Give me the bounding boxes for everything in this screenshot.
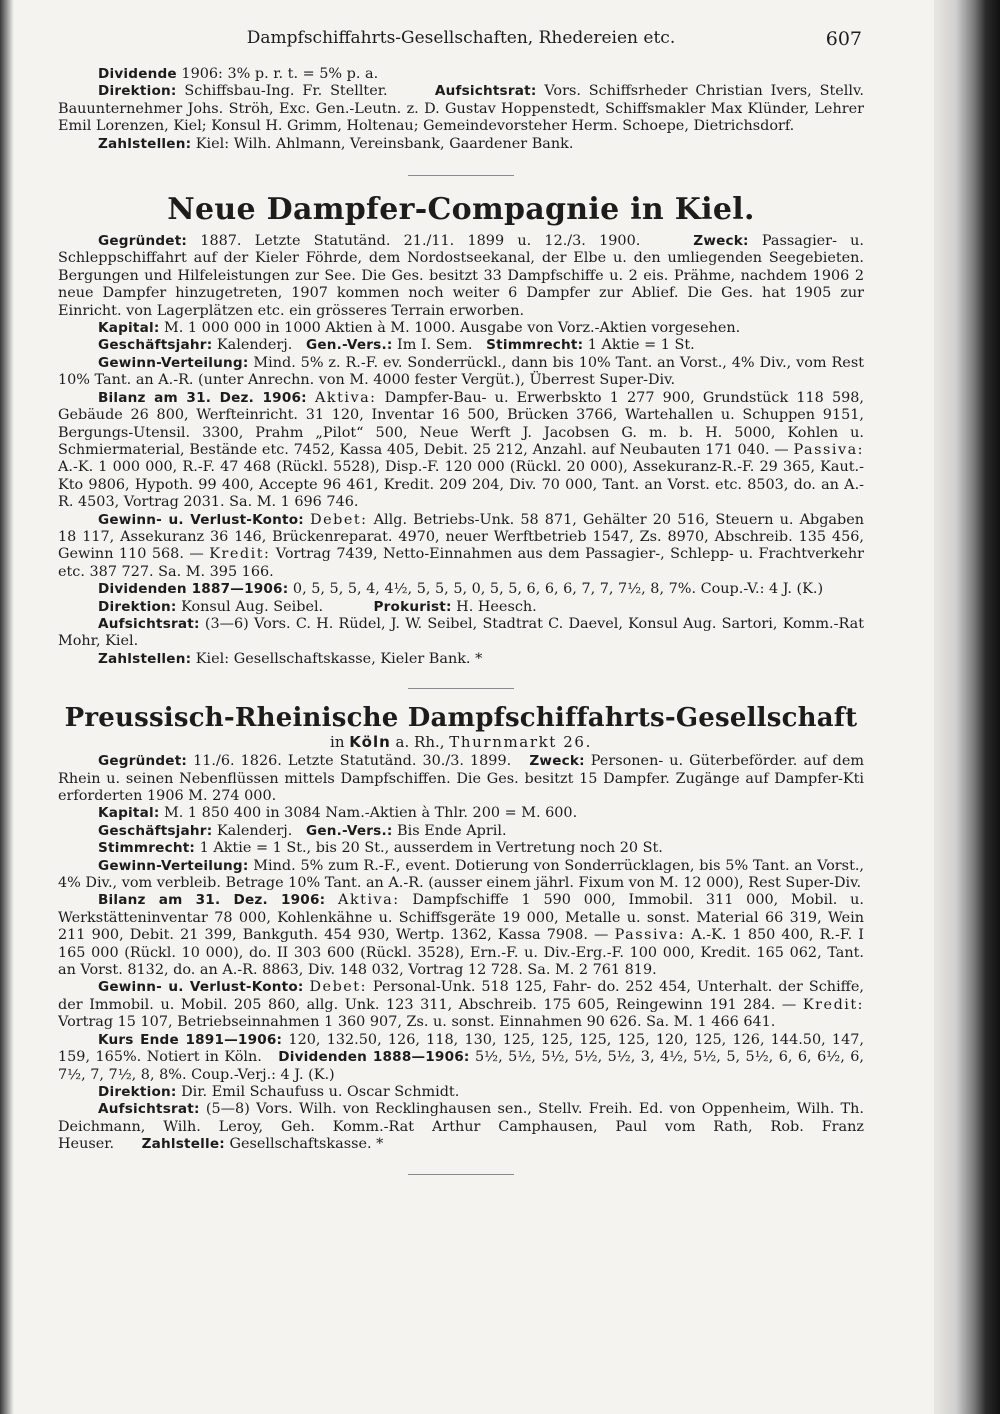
entry-continuation [58,66,864,153]
gegruendet-zweck-para [58,233,864,320]
label: Zweck: [529,753,585,770]
label: Gewinn- u. Verlust-Konto: [98,511,304,528]
value: 1 Aktie = 1 St., bis 20 St., ausserdem in Vertretung noch 20 St. [195,840,663,857]
value: (3—6) Vors. C. H. Rüdel, J. W. Seibel, Stadtrat C. Daevel, Konsul Aug. Sartori, Komm.-Rat Mohr, Kiel. [58,615,864,650]
label: Direktion: [98,83,177,100]
value: Kiel: Wilh. Ahlmann, Vereinsbank, Gaardener Bank. [191,135,574,152]
value: 1887. Letzte Statutänd. 21./11. 1899 u. 12./3. 1900. [187,233,641,250]
value: Kalenderj. [212,337,293,354]
value: Bis Ende April. [392,822,507,839]
label: Zweck: [693,233,749,250]
value: 0, 5, 5, 5, 4, 4½, 5, 5, 5, 0, 5, 5, 6, 6, 6, 7, 7, 7½, 8, 7%. Coup.-V.: 4 J. (K.) [288,581,824,598]
stimmrecht-line [58,840,864,857]
value: Vortrag 15 107, Betriebseinnahmen 1 360 907, Zs. u. sonst. Einnahmen 90 626. Sa. M. 1 466 641. [58,1014,776,1031]
section-divider [408,1174,514,1175]
value: Mind. 5% z. R.-F. ev. Sonderrückl., dann bis 10% Tant. an Vorst., 4% Div., vom Rest 10% Tant. an A.-R. (unter Anrechn. von M. 4000 fester Vergüt.), Überrest Super-Div. [58,354,864,389]
zahlstellen-line [58,651,864,668]
company-location [58,733,864,751]
value: Kalenderj. [212,822,293,839]
value: H. Heesch. [451,598,537,615]
value: 5½, 5½, 5½, 5½, 5½, 3, 4½, 5½, 5, 5½, 6, 6, 6½, 6, 7½, 7, 7½, 8, 8%. Coup.-Verj.: 4 J. (K.) [58,1049,864,1083]
label: Direktion: [98,598,177,615]
company-entry-preussisch [58,753,864,1153]
page-binding-shadow-left [0,0,14,1414]
value: M. 1 000 000 in 1000 Aktien à M. 1000. Ausgabe von Vorz.-Aktien vorgesehen. [159,320,741,337]
label: Gegründet: [98,233,188,250]
label: Kapital: [98,805,160,822]
section-divider [408,175,514,176]
value: A.-K. 1 000 000, R.-F. 47 468 (Rückl. 5528), Disp.-F. 120 000 (Rückl. 20 000), Assekuranz-R.-F. 29 365, Kaut.-Kto 9806, Hypoth. 99 400, Accepte 96 461, Kredit. 209 204, Div. 70 000, Tant. an Vorst. etc. 8503, do. an A.-R. 4503, Vortrag 2031. Sa. M. 1 696 746. [58,459,864,511]
kapital-line [58,320,864,337]
value: Vortrag 7439, Netto-Einnahmen aus dem Passagier-, Schlepp- u. Frachtverkehr etc. 387 727. Sa. M. 395 166. [58,546,864,580]
label: Zahlstellen: [98,135,192,152]
label: Gen.-Vers.: [306,337,393,354]
label: Zahlstelle: [141,1136,225,1153]
kurs-dividenden-para [58,1032,864,1084]
value: Dir. Emil Schaufuss u. Oscar Schmidt. [176,1083,460,1100]
label: Gewinn-Verteilung: [98,354,249,371]
label: Gewinn-Verteilung: [98,857,249,874]
running-head [58,28,864,54]
location-city: Köln [349,733,391,752]
value: 1 Aktie = 1 St. [583,337,695,354]
passiva-label: Passiva: [614,927,686,944]
value: Dampfschiffe 1 590 000, Immobil. 311 000, Mobil. u. Werkstätteninventar 78 000, Kohlenkähne u. Schiffsgeräte 19 000, Metalle u. sonst. Material 66 319, Wein 211 900, Debit. 21 399, Bankguth. 454 930, Wertp. 1362, Kassa 7908. — [58,892,864,944]
label: Geschäftsjahr: [98,337,213,354]
value: (5—8) Vors. Wilh. von Recklinghausen sen., Stellv. Freih. Ed. von Oppenheim, Wilh. Th. Deichmann, Wilh. Leroy, Geh. Komm.-Rat Arthur Camphausen, Paul vom Rath, Rob. Franz Heuser. [58,1101,864,1153]
page-number: 607 [825,28,862,50]
location-prefix: in [330,733,350,752]
bilanz-para [58,390,864,512]
running-head-title: Dampfschiffahrts-Gesellschaften, Rhedereien etc. [246,28,676,48]
company-heading: Preussisch-Rheinische Dampfschiffahrts-Gesellschaft [64,703,858,734]
kredit-label: Kredit: [802,996,865,1013]
gewinn-verteilung-para [58,858,864,893]
label: Dividende [98,66,177,82]
debet-label: Debet: [309,979,367,996]
label: Bilanz am 31. Dez. 1906: [98,389,307,406]
value: Kiel: Gesellschaftskasse, Kieler Bank. * [191,650,483,667]
value: Konsul Aug. Seibel. [176,598,324,615]
value: M. 1 850 400 in 3084 Nam.-Aktien à Thlr. 200 = M. 600. [159,805,578,822]
label: Gewinn- u. Verlust-Konto: [98,979,304,996]
value: 1906: 3% p. r. t. = 5% p. a. [176,66,379,82]
label: Geschäftsjahr: [98,822,213,839]
label: Zahlstellen: [98,650,192,667]
label: Dividenden 1887—1906: [98,581,289,598]
direktion-aufsichtsrat-para [58,83,864,135]
direktion-prokurist-line [58,599,864,616]
aktiva-label: Aktiva: [338,892,400,909]
company-heading: Neue Dampfer-Compagnie in Kiel. [167,192,755,228]
gewinn-verteilung-para [58,355,864,390]
gegruendet-zweck-para [58,753,864,805]
label: Stimmrecht: [98,840,196,857]
section-divider [408,688,514,689]
value: Passagier- u. Schleppschiffahrt auf der Kieler Föhrde, dem Nordostseekanal, der Elbe u. den umliegenden Seegebieten. Bergungen und Hilfeleistungen zur See. Die Ges. besitzt 33 Dampfschiffe u. 2 eis. Prähme, nachdem 1906 2 neue Dampfer hinzugetreten, 1907 kommen noch weiter 6 Dampfer zur Ablief. Die Ges. hat 1905 zur Einricht. von Lagerplätzen etc. ein grösseres Terrain erworben. [58,233,865,319]
value: Allg. Betriebs-Unk. 58 871, Gehälter 20 516, Steuern u. Abgaben 18 117, Assekuranz 36 146, Brückenreparat. 4970, neuer Werftbetrieb 1547, Zs. 8970, Abschreib. 135 456, Gewinn 110 568. — [58,511,865,563]
label: Dividenden 1888—1906: [278,1049,470,1066]
value: 120, 132.50, 126, 118, 130, 125, 125, 125, 125, 120, 125, 126, 144.50, 147, 159, 165%. Notiert in Köln. [58,1031,864,1066]
gewinn-verlust-para [58,512,864,582]
location-mid: a. Rh., [390,733,450,752]
label: Gegründet: [98,753,188,770]
value: Gesellschaftskasse. * [224,1136,384,1153]
value: Im I. Sem. [392,337,473,354]
geschaeftsjahr-line [58,823,864,840]
value: Personen- u. Güterbeförder. auf dem Rhein u. seinen Nebenflüssen mittels Dampfschiffen. Die Ges. besitzt 15 Dampfer. Zugänge auf Dampfer-Kti erforderten 1906 M. 274 000. [58,753,864,804]
aktiva-label: Aktiva: [314,389,377,406]
dividenden-para [58,581,864,598]
label: Aufsichtsrat: [434,83,537,100]
label: Aufsichtsrat: [98,615,200,632]
value: 11./6. 1826. Letzte Statutänd. 30./3. 1899. [187,753,512,770]
value: A.-K. 1 850 400, R.-F. I 165 000 (Rückl. 10 000), do. II 303 600 (Rückl. 3528), Ern.-F. u. Div.-Erg.-F. 100 000, Kredit. 165 062, Tant. an Vorst. 8132, do. an A.-R. 8863, Div. 148 032, Vortrag 12 728. Sa. M. 2 761 819. [58,927,864,979]
passiva-label: Passiva: [793,441,864,458]
label: Aufsichtsrat: [98,1101,200,1118]
label: Stimmrecht: [486,337,584,354]
label: Prokurist: [373,598,452,615]
value: Vors. Schiffsrheder Christian Ivers, Stellv. Bauunternehmer Johs. Ströh, Exc. Gen.-Leutn. z. D. Gustav Hoppenstedt, Schiffsmakler Max Klünder, Lehrer Emil Lorenzen, Kiel; Konsul H. Grimm, Holtenau; Gemeindevorsteher Herm. Schoepe, Dietrichsdorf. [58,83,864,135]
label: Kurs Ende 1891—1906: [98,1031,283,1048]
page-binding-shadow-right [934,0,1000,1414]
gewinn-verlust-para [58,979,864,1031]
geschaeftsjahr-line [58,337,864,354]
value: Dampfer-Bau- u. Erwerbskto 1 277 900, Grundstück 118 598, Gebäude 26 800, Werfteinricht. 31 120, Inventar 16 500, Brücken 3766, Wartehallen u. Schuppen 9151, Bergungs-Utensil. 3300, Prahm „Pilot“ 500, Neue Werft J. Jacobsen G. m. b. H. 5000, Kohlen u. Schmiermaterial, Bestände etc. 7452, Kassa 405, Debit. 25 212, Anzahl. auf Neubauten 171 040. — [58,389,864,458]
value: Schiffsbau-Ing. Fr. Stellter. [176,83,388,100]
aufsichtsrat-para [58,616,864,651]
company-entry-neue [58,233,864,668]
label: Bilanz am 31. Dez. 1906: [98,892,326,909]
kapital-line [58,805,864,822]
label: Direktion: [98,1083,177,1100]
value: Mind. 5% zum R.-F., event. Dotierung von Sonderrücklagen, bis 5% Tant. an Vorst., 4% Div., vom verbleib. Betrage 10% Tant. an A.-R. (ausser einem jährl. Fixum von M. 12 000), Rest Super-Div. [58,857,864,892]
debet-label: Debet: [310,511,368,528]
zahlstellen-line [58,136,864,153]
label: Kapital: [98,320,160,337]
aufsichtsrat-para [58,1101,864,1153]
direktion-line [58,1084,864,1101]
dividende-line [58,66,864,83]
label: Gen.-Vers.: [306,822,393,839]
bilanz-para [58,892,864,979]
location-street: Thurnmarkt 26. [449,733,592,752]
value: Personal-Unk. 518 125, Fahr- do. 252 454, Unterhalt. der Schiffe, der Immobil. u. Mobil. 205 860, allg. Unk. 123 311, Abschreib. 175 605, Reingewinn 191 284. — [58,979,864,1013]
kredit-label: Kredit: [209,546,271,563]
